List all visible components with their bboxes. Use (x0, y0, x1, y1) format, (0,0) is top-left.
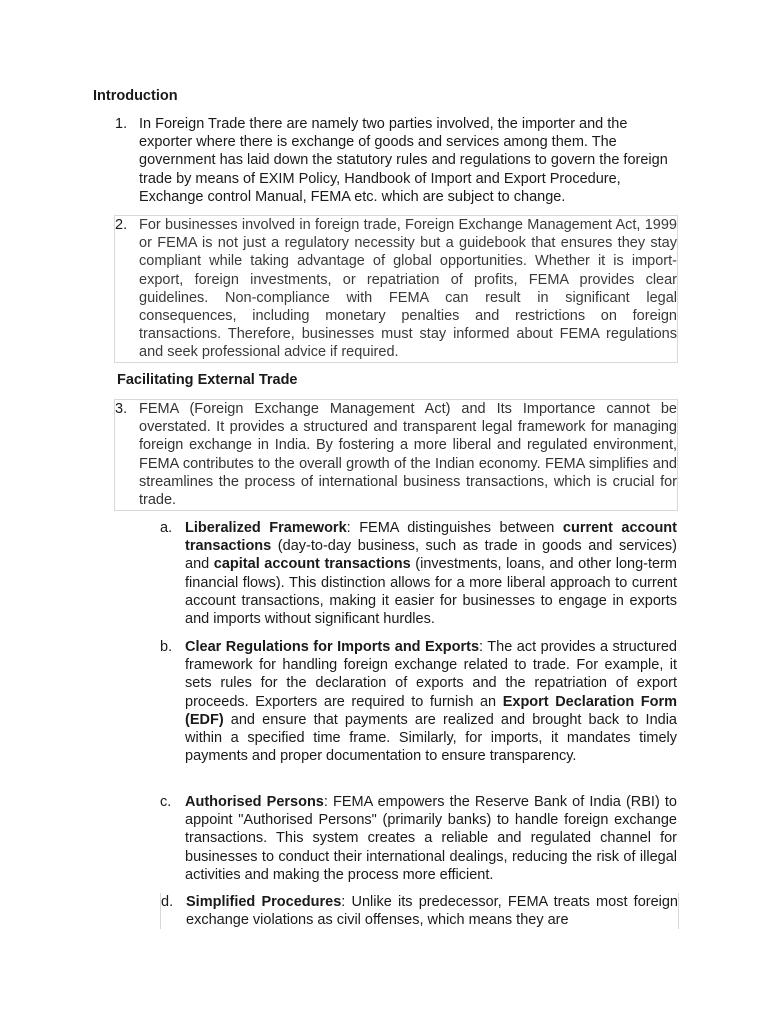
sub-item-a (160, 519, 677, 629)
list-number: 3. (115, 401, 128, 417)
text-run: : Unlike its predecessor, FEMA treats most foreign exchange violations as civil offenses, which means they are (186, 894, 678, 929)
sub-item-text (185, 519, 677, 628)
heading-facilitating-external-trade: Facilitating External Trade (117, 372, 298, 388)
sub-item-text (185, 793, 677, 884)
bold-term: capital account transactions (213, 556, 411, 573)
text-run: : FEMA empowers the Reserve Bank of India (RBI) to appoint "Authorised Persons" (primarily banks) to handle foreign exchange transactions. This system creates a reliable and regulated channel for businesses to conduct their international dealings, reducing the risk of illegal activities and making the process more efficient. (185, 794, 677, 883)
list-item-text: For businesses involved in foreign trade, Foreign Exchange Management Act, 1999 or FEMA is not just a regulatory necessity but a guidebook that ensures they stay compliant while taking advantage of global opportunities. Whether it is import-export, foreign investments, or repatriation of profits, FEMA provides clear guidelines. Non-compliance with FEMA can result in significant legal consequences, including monetary penalties and restrictions on foreign transactions. Therefore, businesses must stay informed about FEMA regulations and seek professional advice if required. (139, 217, 677, 361)
bold-term: current account transactions (185, 520, 677, 555)
list-item-text: FEMA (Foreign Exchange Management Act) and Its Importance cannot be overstated. It provides a structured and transparent legal framework for managing foreign exchange in India. By fostering a more liberal and regulated environment, FEMA contributes to the overall growth of the Indian economy. FEMA simplifies and streamlines the process of international business transactions, which is crucial for trade. (139, 401, 677, 509)
sub-item-c (160, 793, 677, 885)
sub-item-title: Liberalized Framework (185, 520, 347, 536)
sub-item-text (186, 893, 678, 929)
sub-item-title: Simplified Procedures (186, 894, 342, 910)
text-run: : FEMA distinguishes between (346, 520, 563, 536)
text-run: : The act provides a structured framework for handling foreign exchange related to trade. For example, it sets rules for the declaration of exports and the repatriation of export proceeds. Exporters are required to furnish an (185, 639, 677, 710)
sub-item-letter: a. (160, 520, 173, 536)
sub-item-d (160, 893, 679, 929)
text-run: (day-to-day business, such as trade in goods and services) and (185, 538, 677, 573)
bold-term: Export Declaration Form (EDF) (185, 693, 678, 728)
list-number: 1. (115, 116, 128, 132)
sub-item-b (160, 638, 677, 784)
list-number: 2. (115, 217, 128, 233)
text-run: (investments, loans, and other long-term financial flows). This distinction allows for a more liberal approach to current account transactions, making it easier for businesses to engage in exports and imports without significant hurdles. (185, 556, 677, 628)
sub-item-title: Authorised Persons (185, 794, 324, 810)
sub-item-text (185, 638, 677, 765)
list-item-2 (115, 216, 677, 362)
text-run: and ensure that payments are realized and brought back to India within a specified time frame. Similarly, for imports, it mandates timely payments and proper documentation to ensure transparency. (185, 711, 677, 765)
list-item-text: In Foreign Trade there are namely two parties involved, the importer and the exporter where there is exchange of goods and services among them. The government has laid down the statutory rules and regulations to govern the foreign trade by means of EXIM Policy, Handbook of Import and Export Procedure, Exchange control Manual, FEMA etc. which are subject to change. (139, 116, 668, 205)
sub-item-letter: b. (160, 639, 173, 655)
list-item-3 (115, 400, 677, 510)
list-item-1 (115, 115, 677, 211)
heading-introduction: Introduction (93, 88, 178, 104)
sub-item-title: Clear Regulations for Imports and Exports (185, 639, 480, 655)
sub-item-letter: d. (161, 894, 174, 910)
sub-item-letter: c. (160, 794, 172, 810)
